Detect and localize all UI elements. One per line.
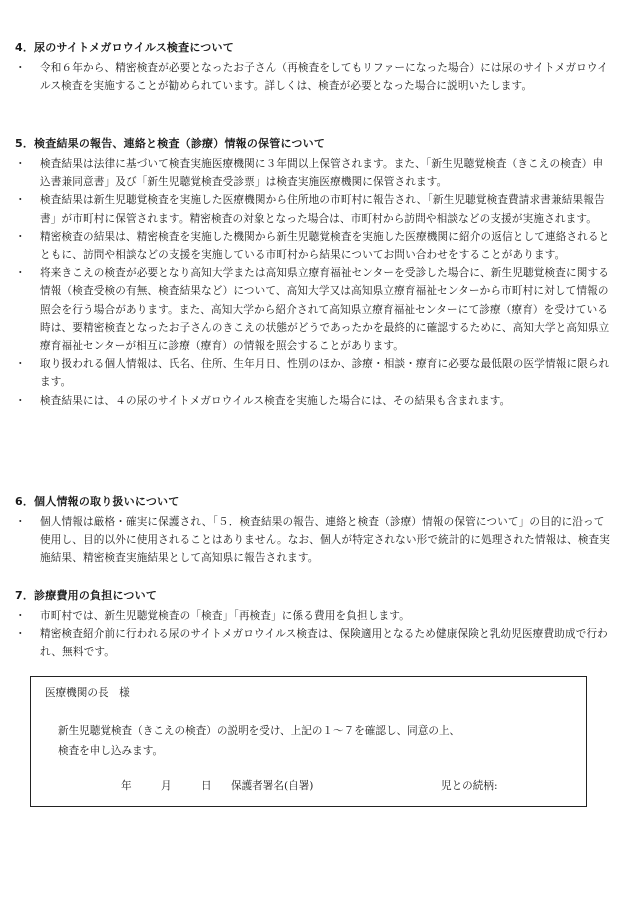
list-item-text: 個人情報は厳格・確実に保護され、「５．検査結果の報告、連絡と検査（診療）情報の保管について」の目的に沿って使用し、目的以外に使用されることはありません。なお、個人が特定されない形で統計的に処理された情報は、検査実施結果、精密検査実施結果として高知県に報告されます。: [40, 516, 611, 565]
list-item-text: 将来きこえの検査が必要となり高知大学または高知県立療育福祉センターを受診した場合に、新生児聴覚検査に関する情報（検査受検の有無、検査結果など）について、高知大学又は高知県立療育福祉センターから市町村に対して情報の照会を行う場合があります。また、高知大学から紹介されて高知県立療育福祉センターにて診療（療育）を受けている時は、要精密検査となったお子さんのきこえの状態がどうであったかを最終的に確認するために、高知大学と高知県立療育福祉センターが相互に診療（療育）の情報を照会することがあります。: [40, 267, 610, 353]
bullet-mark: ・: [15, 516, 26, 528]
list-item-text: 精密検査紹介前に行われる尿のサイトメガロウイルス検査は、保険適用となるため健康保険と乳幼児医療費助成で行われ、無料です。: [40, 628, 608, 659]
list-item: [15, 607, 613, 625]
consent-box: [30, 676, 587, 807]
section-urine-cmv-test: [15, 40, 613, 95]
list-item: [15, 264, 613, 355]
bullet-mark: ・: [15, 394, 26, 407]
list-item-text: 検査結果は新生児聴覚検査を実施した医療機関から住所地の市町村に報告され、「新生児聴覚検査費請求書兼結果報告書」が市町村に保管されます。精密検査の対象となった場合は、市町村から訪問や相談などの支援が実施されます。: [40, 194, 605, 225]
section-heading: 7．診療費用の負担について: [15, 589, 158, 602]
consent-statement-line: 新生児聴覚検査（きこえの検査）の説明を受け、上記の１～７を確認し、同意の上、: [58, 725, 461, 737]
section-personal-info: [15, 494, 613, 568]
list-item-text: 検査結果は法律に基づいて検査実施医療機関に３年間以上保管されます。また、「新生児聴覚検査（きこえの検査）申込書兼同意書」及び「新生児聴覚検査受診票」は検査実施医療機関に保管されます。: [40, 158, 604, 189]
list-item: [15, 355, 613, 391]
list-item: [15, 625, 613, 661]
bullet-mark: ・: [15, 358, 26, 371]
list-item-text: 取り扱われる個人情報は、氏名、住所、生年月日、性別のほか、診療・相談・療育に必要な最低限の医学情報に限られます。: [40, 358, 610, 389]
bullet-mark: ・: [15, 267, 26, 280]
list-item: [15, 155, 613, 191]
addressee: 医療機関の長 様: [45, 687, 130, 699]
month-field[interactable]: 月: [161, 780, 172, 792]
day-field[interactable]: 日: [201, 780, 212, 792]
section-heading: 4．尿のサイトメガロウイルス検査について: [15, 41, 234, 54]
list-item-text: 検査結果には、４の尿のサイトメガロウイルス検査を実施した場合には、その結果も含まれます。: [40, 394, 511, 407]
section-heading: 5．検査結果の報告、連絡と検査（診療）情報の保管について: [15, 137, 326, 150]
consent-statement-line: 検査を申し込みます。: [58, 745, 164, 757]
bullet-mark: ・: [15, 610, 26, 622]
relationship-field[interactable]: 児との続柄:: [441, 780, 498, 792]
list-item-text: 市町村では、新生児聴覚検査の「検査」「再検査」に係る費用を負担します。: [40, 610, 410, 622]
list-item: [15, 59, 613, 95]
list-item-text: 令和６年から、精密検査が必要となったお子さん（再検査をしてもリファーになった場合）には尿のサイトメガロウイルス検査を実施することが勧められています。詳しくは、検査が必要となった場合に説明いたします。: [40, 62, 609, 93]
list-item-text: 精密検査の結果は、精密検査を実施した機関から新生児聴覚検査を実施した医療機関に紹介の返信として連絡されるとともに、訪問や相談などの支援を実施している市町村から結果についてお問い合わせをすることがあります。: [40, 230, 610, 262]
bullet-mark: ・: [15, 628, 26, 641]
section-result-reporting: [15, 136, 613, 410]
bullet-mark: ・: [15, 158, 26, 170]
list-item: [15, 392, 613, 410]
section-cost-burden: [15, 588, 613, 662]
year-field[interactable]: 年: [121, 780, 132, 792]
list-item: [15, 191, 613, 227]
list-item: [15, 228, 613, 264]
bullet-mark: ・: [15, 62, 26, 74]
list-item: [15, 513, 613, 568]
guardian-signature-field[interactable]: 保護者署名(自署): [231, 780, 314, 792]
section-heading: 6．個人情報の取り扱いについて: [15, 495, 180, 508]
consent-statement: [58, 721, 460, 761]
bullet-mark: ・: [15, 194, 26, 207]
bullet-mark: ・: [15, 230, 26, 243]
